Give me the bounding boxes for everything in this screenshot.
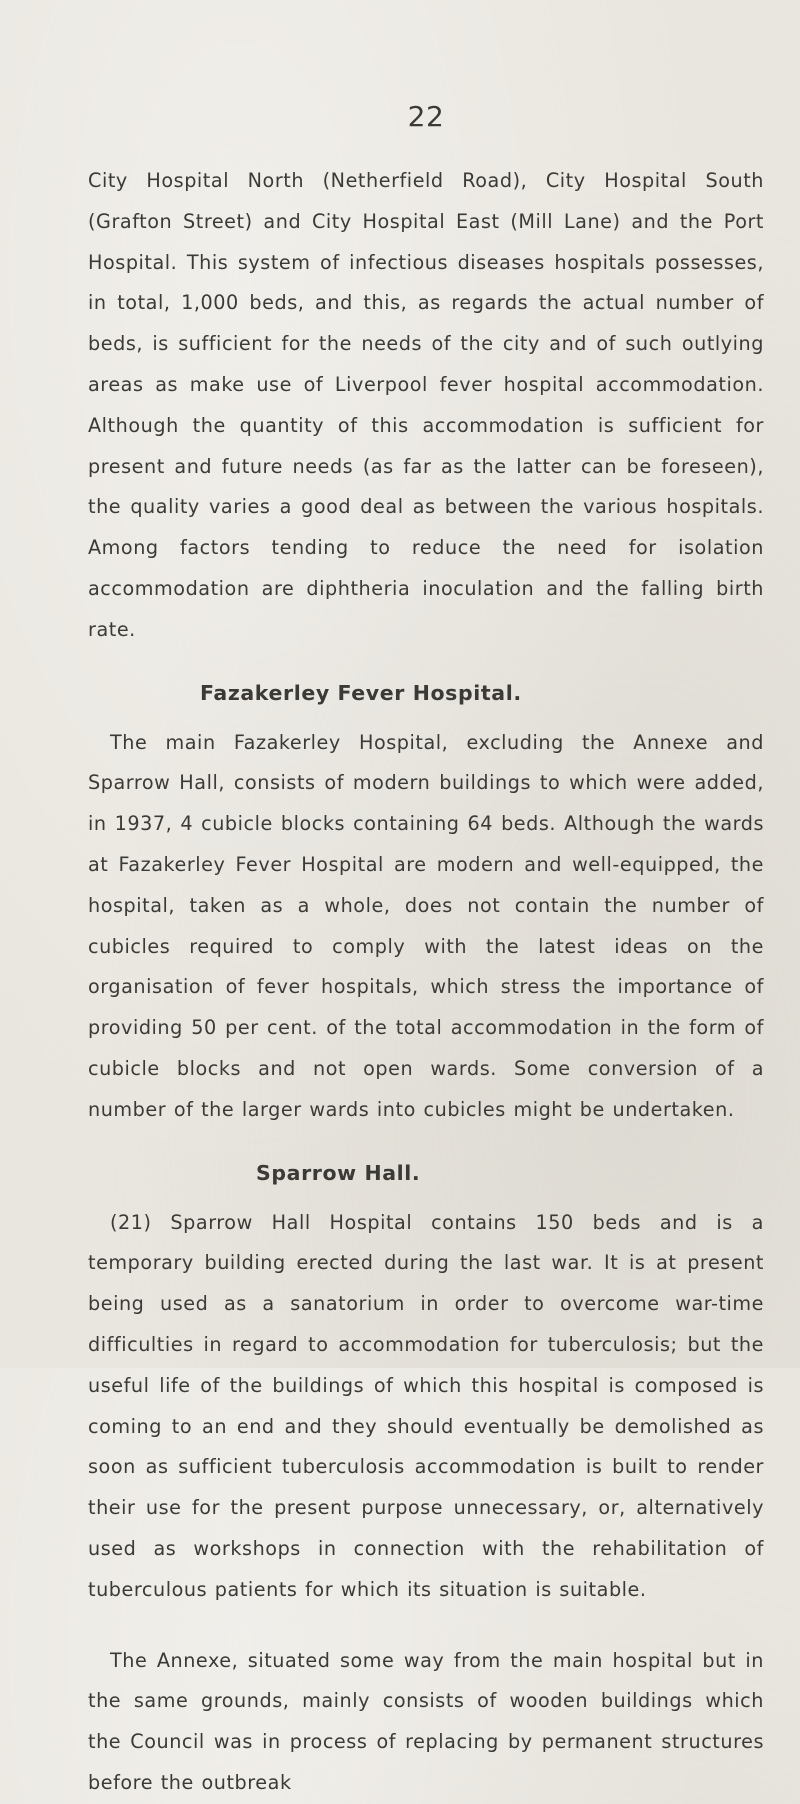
paragraph-fazakerley: The main Fazakerley Hospital, excluding the Annexe and Sparrow Hall, consists of modern buildings to which were added, in 1937, 4 cubicle blocks containing 64 beds. Although the wards at Fazakerley Fever Hospital are modern and well-equipped, the hospital, taken as a whole, does not contain the number of cubicles required to comply with the latest ideas on the organisation of fever hospitals, which stress the importance of providing 50 per cent. of the total accommodation in the form of cubicle blocks and not open wards. Some conversion of a number of the larger wards into cubicles might be undertaken. bbox=[88, 730, 764, 1121]
page-number: 22 bbox=[407, 100, 445, 133]
paragraph-intro: City Hospital North (Netherfield Road), City Hospital South (Grafton Street) and City Hospital East (Mill Lane) and the Port Hospital. This system of infectious diseases hospitals possesses, in total, 1,000 beds, and this, as regards the actual number of beds, is sufficient for the needs of the city and of such outlying areas as make use of Liverpool fever hospital accommodation. Although the quantity of this accommodation is sufficient for present and future needs (as far as the latter can be foreseen), the quality varies a good deal as between the various hospitals. Among factors tending to reduce the need for isolation accommodation are diphtheria inoculation and the falling birth rate. bbox=[88, 169, 764, 641]
paragraph-sparrow-hall: (21) Sparrow Hall Hospital contains 150 beds and is a temporary building erected during the last war. It is at present being used as a sanatorium in order to overcome war-time difficulties in regard to accommodation for tuberculosis; but the useful life of the buildings of which this hospital is composed is coming to an end and they should eventually be demolished as soon as sufficient tuberculosis accommodation is built to render their use for the present purpose unnecessary, or, alternatively used as workshops in connection with the rehabilitation of tuberculous patients for which its situation is suitable. bbox=[88, 1210, 764, 1601]
paragraph-annexe: The Annexe, situated some way from the main hospital but in the same grounds, mainly consists of wooden buildings which the Council was in process of replacing by permanent structures before the outbreak bbox=[88, 1648, 764, 1794]
heading-fazakerley-fever-hospital: Fazakerley Fever Hospital. bbox=[200, 680, 522, 705]
heading-sparrow-hall: Sparrow Hall. bbox=[256, 1160, 421, 1185]
document-page bbox=[88, 100, 764, 1804]
paragraph-gap bbox=[88, 1611, 764, 1641]
